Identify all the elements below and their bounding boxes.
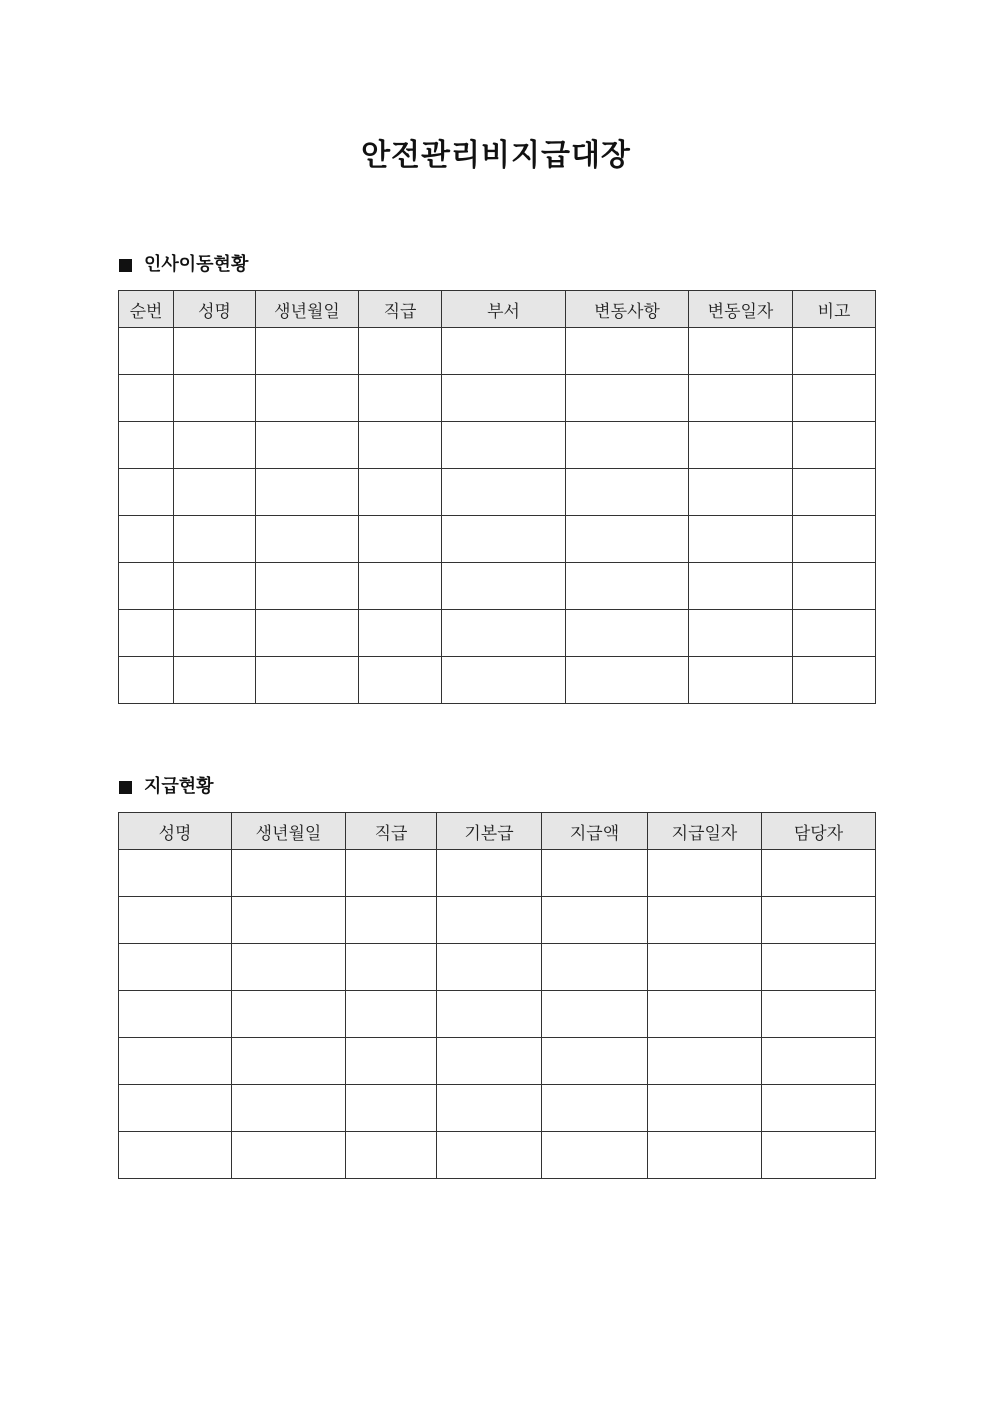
table-cell[interactable] [119,1132,232,1179]
table-cell[interactable] [762,897,876,944]
table-cell[interactable] [762,991,876,1038]
table-cell[interactable] [232,944,346,991]
table-cell[interactable] [437,850,542,897]
table-cell[interactable] [793,563,876,610]
table-cell[interactable] [359,657,442,704]
table-cell[interactable] [648,1085,762,1132]
column-header-department: 부서 [442,291,566,328]
column-header-position: 직급 [346,813,437,850]
table-cell[interactable] [232,850,346,897]
table-row [119,375,876,422]
table-cell[interactable] [689,610,793,657]
table-cell[interactable] [442,516,566,563]
table-cell[interactable] [119,563,174,610]
table-cell[interactable] [346,1038,437,1085]
column-header-amount: 지급액 [542,813,648,850]
column-header-base-salary: 기본급 [437,813,542,850]
table-cell[interactable] [437,944,542,991]
column-header-seq: 순번 [119,291,174,328]
table-cell[interactable] [346,850,437,897]
column-header-change: 변동사항 [566,291,689,328]
table-row [119,657,876,704]
section-heading-label: 지급현황 [144,776,214,797]
table-cell[interactable] [442,422,566,469]
table-cell[interactable] [437,1038,542,1085]
table-cell[interactable] [437,897,542,944]
table-cell[interactable] [232,1085,346,1132]
table-cell[interactable] [346,1132,437,1179]
table-cell[interactable] [793,328,876,375]
table-cell[interactable] [793,422,876,469]
table-cell[interactable] [542,897,648,944]
table-cell[interactable] [119,375,174,422]
column-header-change-date: 변동일자 [689,291,793,328]
table-row [119,469,876,516]
table-cell[interactable] [542,850,648,897]
table-cell[interactable] [119,850,232,897]
table-cell[interactable] [346,897,437,944]
table-cell[interactable] [442,328,566,375]
table-cell[interactable] [119,610,174,657]
table-cell[interactable] [437,1085,542,1132]
square-bullet-icon [119,781,132,794]
table-header-row [119,813,876,850]
table-cell[interactable] [174,328,256,375]
table-cell[interactable] [256,657,359,704]
table-cell[interactable] [174,422,256,469]
table-cell[interactable] [542,944,648,991]
table-cell[interactable] [566,563,689,610]
table-cell[interactable] [119,657,174,704]
table-cell[interactable] [346,991,437,1038]
table-cell[interactable] [346,1085,437,1132]
table-cell[interactable] [119,1038,232,1085]
table-cell[interactable] [648,1132,762,1179]
table-cell[interactable] [689,469,793,516]
table-row [119,897,876,944]
column-header-payment-date: 지급일자 [648,813,762,850]
section-heading-transfers [119,253,248,277]
table-cell[interactable] [762,944,876,991]
section-heading-label: 인사이동현황 [144,254,249,275]
column-header-name: 성명 [119,813,232,850]
column-header-birthdate: 생년월일 [232,813,346,850]
table-row [119,991,876,1038]
table-cell[interactable] [232,897,346,944]
table-cell[interactable] [119,944,232,991]
table-cell[interactable] [174,563,256,610]
table-cell[interactable] [566,657,689,704]
payments-table [118,812,876,1179]
table-cell[interactable] [689,516,793,563]
table-cell[interactable] [359,563,442,610]
table-cell[interactable] [232,991,346,1038]
table-cell[interactable] [442,657,566,704]
table-cell[interactable] [174,610,256,657]
table-cell[interactable] [119,1085,232,1132]
table-cell[interactable] [762,1038,876,1085]
table-cell[interactable] [566,610,689,657]
column-header-remarks: 비고 [793,291,876,328]
column-header-name: 성명 [174,291,256,328]
table-cell[interactable] [174,657,256,704]
table-row [119,944,876,991]
table-cell[interactable] [442,469,566,516]
table-cell[interactable] [442,375,566,422]
table-cell[interactable] [437,1132,542,1179]
table-cell[interactable] [793,657,876,704]
table-cell[interactable] [442,610,566,657]
column-header-manager: 담당자 [762,813,876,850]
table-cell[interactable] [174,469,256,516]
table-cell[interactable] [793,516,876,563]
table-cell[interactable] [566,375,689,422]
transfers-table [118,290,876,704]
column-header-position: 직급 [359,291,442,328]
table-row [119,422,876,469]
table-cell[interactable] [566,328,689,375]
table-cell[interactable] [232,1132,346,1179]
table-cell[interactable] [174,375,256,422]
table-cell[interactable] [648,850,762,897]
table-row [119,1085,876,1132]
table-cell[interactable] [359,610,442,657]
table-cell[interactable] [542,1085,648,1132]
column-header-birthdate: 생년월일 [256,291,359,328]
table-cell[interactable] [793,375,876,422]
table-cell[interactable] [566,516,689,563]
table-cell[interactable] [542,1038,648,1085]
table-row [119,328,876,375]
table-cell[interactable] [762,1132,876,1179]
table-cell[interactable] [566,469,689,516]
table-row [119,1132,876,1179]
table-cell[interactable] [119,469,174,516]
table-cell[interactable] [359,328,442,375]
table-row [119,1038,876,1085]
table-cell[interactable] [689,657,793,704]
table-cell[interactable] [542,991,648,1038]
table-cell[interactable] [119,422,174,469]
table-cell[interactable] [232,1038,346,1085]
table-row [119,516,876,563]
table-cell[interactable] [442,563,566,610]
table-cell[interactable] [174,516,256,563]
table-cell[interactable] [256,610,359,657]
table-cell[interactable] [346,944,437,991]
table-cell[interactable] [689,375,793,422]
table-cell[interactable] [256,469,359,516]
table-cell[interactable] [648,1038,762,1085]
table-cell[interactable] [359,516,442,563]
table-cell[interactable] [256,563,359,610]
square-bullet-icon [119,259,132,272]
section-heading-payments [119,775,214,799]
table-cell[interactable] [119,516,174,563]
table-cell[interactable] [648,897,762,944]
table-cell[interactable] [119,991,232,1038]
table-row [119,563,876,610]
table-cell[interactable] [256,516,359,563]
table-cell[interactable] [793,469,876,516]
table-cell[interactable] [689,563,793,610]
table-header-row [119,291,876,328]
table-cell[interactable] [689,328,793,375]
table-cell[interactable] [359,469,442,516]
table-cell[interactable] [437,991,542,1038]
table-cell[interactable] [542,1132,648,1179]
table-cell[interactable] [762,850,876,897]
table-row [119,610,876,657]
table-row [119,850,876,897]
table-cell[interactable] [119,328,174,375]
table-cell[interactable] [689,422,793,469]
table-cell[interactable] [359,422,442,469]
table-cell[interactable] [256,375,359,422]
table-cell[interactable] [648,944,762,991]
table-cell[interactable] [762,1085,876,1132]
table-cell[interactable] [793,610,876,657]
table-cell[interactable] [256,328,359,375]
table-cell[interactable] [359,375,442,422]
table-cell[interactable] [256,422,359,469]
table-cell[interactable] [566,422,689,469]
document-title: 안전관리비지급대장 [361,138,631,173]
table-cell[interactable] [119,897,232,944]
table-cell[interactable] [648,991,762,1038]
